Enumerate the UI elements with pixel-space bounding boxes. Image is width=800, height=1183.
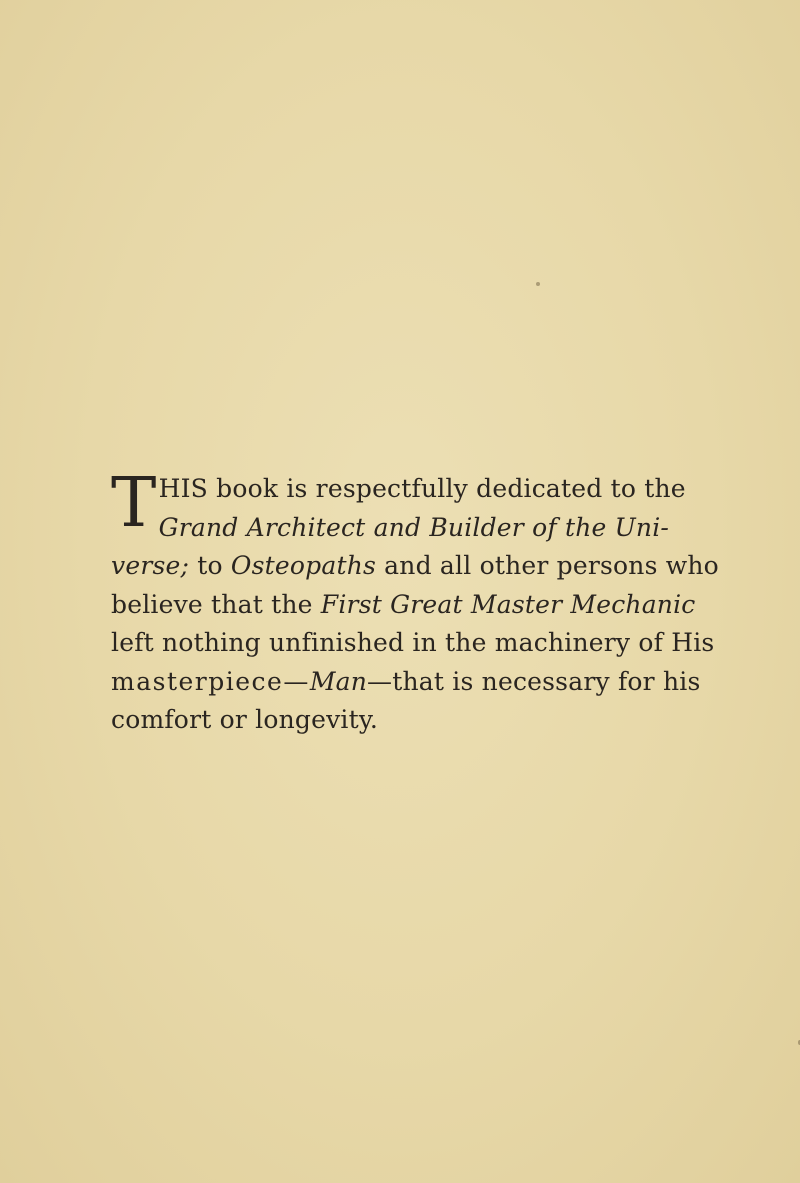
dedication-text bbox=[111, 464, 719, 740]
dedication-line-4 bbox=[111, 586, 696, 625]
master-mechanic-text: First Great Master Mechanic bbox=[320, 589, 696, 619]
drop-cap: T bbox=[111, 464, 157, 543]
believe-text: believe that the bbox=[111, 589, 321, 619]
persons-text: and all other persons who bbox=[376, 551, 719, 580]
paper-speck bbox=[536, 282, 540, 286]
necessary-text: —that is necessary for his bbox=[367, 666, 701, 696]
verse-text: verse; bbox=[111, 551, 190, 580]
dedication-line-6 bbox=[111, 663, 701, 702]
dedication-line-1: HIS book is respectfully dedicated to the bbox=[158, 474, 686, 503]
osteopaths-text: Osteopaths bbox=[230, 551, 377, 580]
dedication-line-3 bbox=[111, 547, 719, 586]
dedication-line-7: comfort or longevity. bbox=[111, 705, 379, 734]
masterpiece-text: masterpiece— bbox=[111, 666, 310, 696]
dedication-line-2: Grand Architect and Builder of the Uni- bbox=[158, 512, 670, 542]
dedication-line-5: left nothing unfinished in the machinery of His bbox=[111, 628, 715, 657]
man-text: Man bbox=[309, 666, 368, 696]
connector-text: to bbox=[189, 551, 231, 580]
